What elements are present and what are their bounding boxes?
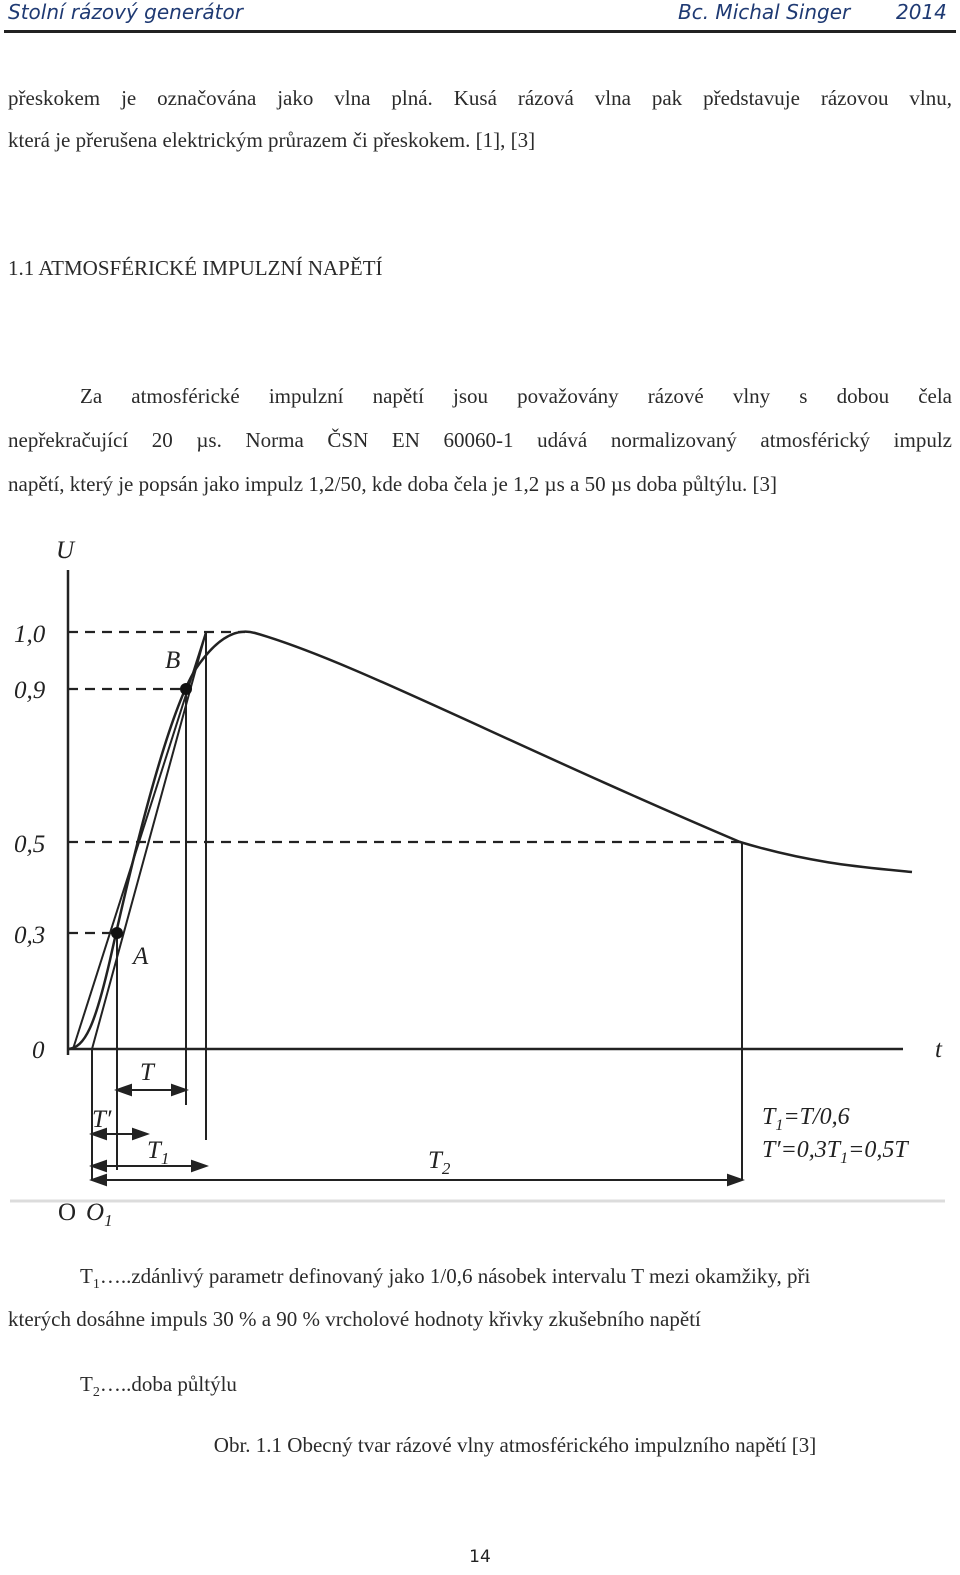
interval-t-label: T: [140, 1059, 154, 1086]
intro-line-2: která je přerušena elektrickým průrazem či přeskokem. [1], [3]: [8, 128, 536, 152]
interval-t2-label: $T_2$: [428, 1147, 451, 1178]
header-author: Bc. Michal Singer: [678, 0, 851, 24]
impulse-wave-figure: [0, 530, 960, 1230]
point-a-dot: [111, 927, 123, 939]
point-a-label: A: [133, 943, 149, 970]
definition-t1-line-1: $T_1\dots..zdánlivý$ parametr definovaný jako 1/0,6 násobek intervalu T mezi okamžiky, při: [80, 1264, 811, 1293]
section-para-line-2: nepřekračující 20 µs. Norma ČSN EN 60060-1 udává normalizovaný atmosférický impulz: [8, 428, 952, 452]
interval-t-prime-label: T′: [92, 1106, 112, 1133]
header-title: Stolní rázový generátor: [8, 0, 243, 24]
intro-line-1: přeskokem je označována jako vlna plná. Kusá rázová vlna pak představuje rázovou vlnu,: [8, 86, 952, 110]
tick-0: 0: [32, 1037, 45, 1064]
x-axis-label: t: [935, 1036, 942, 1063]
origin-label: O: [58, 1199, 77, 1226]
tick-0-3: 0,3: [14, 922, 46, 949]
y-axis-label: U: [56, 537, 75, 564]
interval-t1-label: $T_1$: [147, 1137, 170, 1168]
tick-0-9: 0,9: [14, 677, 46, 704]
definition-t2: $T_2\dots..doba$ půltýlu: [80, 1372, 237, 1401]
section-para-line-3: napětí, který je popsán jako impulz 1,2/50, kde doba čela je 1,2 µs a 50 µs doba půltýlu. [3]: [8, 472, 777, 496]
figure-caption: Obr. 1.1 Obecný tvar rázové vlny atmosférického impulzního napětí [3]: [213, 1433, 817, 1457]
impulse-curve: [68, 632, 912, 1049]
equation-t-prime: $T'=0,3T_1=0,5T$: [762, 1137, 908, 1167]
equation-t1: $T_1=T/0,6$: [762, 1104, 850, 1134]
origin1-label: $O_1$: [86, 1199, 113, 1230]
tick-1-0: 1,0: [14, 621, 46, 648]
section-para-line-1: Za atmosférické impulzní napětí jsou považovány rázové vlny s dobou čela: [80, 384, 952, 408]
definition-t1-line-2: kterých dosáhne impuls 30 % a 90 % vrcholové hodnoty křivky zkušebního napětí: [8, 1307, 701, 1331]
header-year: 2014: [896, 0, 947, 24]
page-number: 14: [469, 1547, 491, 1567]
front-line-inner: [92, 632, 206, 1049]
section-heading: 1.1 ATMOSFÉRICKÉ IMPULZNÍ NAPĚTÍ: [8, 256, 383, 280]
page-header: [0, 0, 960, 32]
point-b-label: B: [165, 647, 181, 674]
tick-0-5: 0,5: [14, 831, 46, 858]
point-b-dot: [180, 683, 192, 695]
header-rule: [4, 30, 956, 33]
